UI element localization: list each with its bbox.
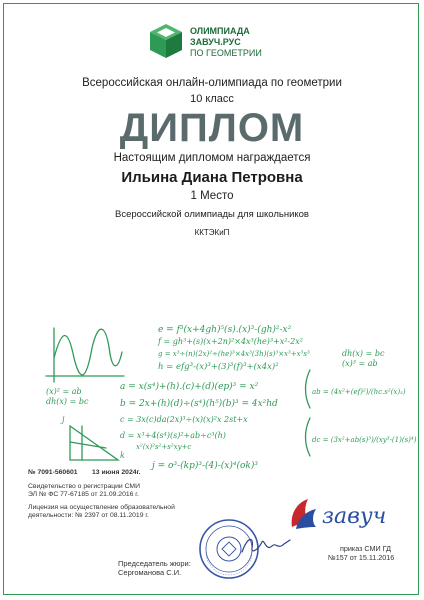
issue-date: 13 июня 2024г. — [92, 469, 141, 476]
diploma-title: ДИПЛОМ — [119, 106, 305, 150]
equation-h: h = efg³-(x)³+(3)³(f)³+(x4x)² — [158, 362, 279, 372]
equation-dc-fraction: dc = (3x²+ab(s)³)/(xy³-(1)(s)⁴) — [312, 436, 417, 444]
license-line-2: деятельности: № 2397 от 08.11.2019 г. — [28, 512, 149, 519]
logo-line-1: ОЛИМПИАДА — [190, 26, 250, 36]
grade-label: 10 класс — [190, 93, 234, 105]
smi-registration-line-2: ЭЛ № ФС 77-67185 от 21.09.2016 г. — [28, 491, 139, 498]
equation-f: f = gh³+(s)(x+2n)²×4x³(he)³+x²-2x² — [158, 337, 303, 346]
triangle-label-j: j — [62, 415, 65, 424]
equation-ab-fraction: ab = (4x²+(ef)²)/(hc.s²(x)₃) — [312, 388, 406, 396]
equation-x3-right: (x)³ = ab — [342, 359, 378, 368]
logo-line-2: ЗАВУЧ.РУС — [190, 37, 241, 47]
recipient-name: Ильина Диана Петровна — [121, 169, 303, 186]
equation-a: a = x(s⁴)+(h).(c)+(d)(ep)³ = x² — [120, 382, 259, 392]
math-illustration — [40, 318, 417, 471]
equation-e: e = f³(x+4gh)⁵(s).(x)³-(gh)²-x² — [158, 325, 292, 335]
place-label: 1 Место — [190, 190, 234, 202]
triangle-label-k: k — [120, 451, 125, 460]
equation-d: d = x³+4(s⁴)(s)²+ab÷c³(h) — [120, 431, 226, 440]
zavuch-brand-text: завуч — [322, 504, 387, 529]
equation-b: b = 2x+(h)(d)÷(s⁴)(h⁵)(b)³ = 4x²hd — [120, 399, 278, 409]
cube-logo-icon — [148, 22, 184, 60]
olympiad-logo — [148, 22, 278, 66]
equation-d-denominator: x²(x)²s²+s²xy+c — [136, 443, 192, 451]
diploma-number: № 7091-560601 — [28, 469, 78, 476]
organization-name: ККТЭКиП — [194, 228, 230, 237]
order-line-1: приказ СМИ ГД — [340, 544, 391, 553]
jury-name: Сергоманова С.И. — [118, 568, 182, 577]
equation-c: c = 3x(c)da(2x)³÷(x)(x)²x 2st+x — [120, 415, 248, 424]
license-line-1: Лицензия на осуществление образовательной — [28, 504, 175, 511]
event-name: Всероссийской олимпиады для школьников — [115, 209, 309, 220]
jury-label: Председатель жюри: — [118, 559, 191, 568]
logo-line-3: ПО ГЕОМЕТРИИ — [190, 48, 262, 58]
equation-g: g = x³÷(n)(2x)²÷(he)³×4x³(3h)(s)³×x³+x³s³ — [158, 350, 310, 358]
awarded-text: Настоящим дипломом награждается — [113, 152, 311, 164]
olympiad-subtitle: Всероссийская онлайн-олимпиада по геометрии — [82, 77, 342, 89]
equation-dh-right: dh(x) = bc — [342, 349, 385, 358]
equation-dh-left: dh(x) = bc — [46, 397, 89, 406]
order-line-2: №157 от 15.11.2016 — [328, 553, 395, 562]
equation-j: j = o³-(kp)³-(4)-(x)⁴(ok)³ — [152, 461, 259, 471]
zavuch-logo-icon — [286, 493, 406, 535]
equation-x2-left: (x)² = ab — [46, 387, 82, 396]
smi-registration-line-1: Свидетельство о регистрации СМИ — [28, 483, 140, 490]
